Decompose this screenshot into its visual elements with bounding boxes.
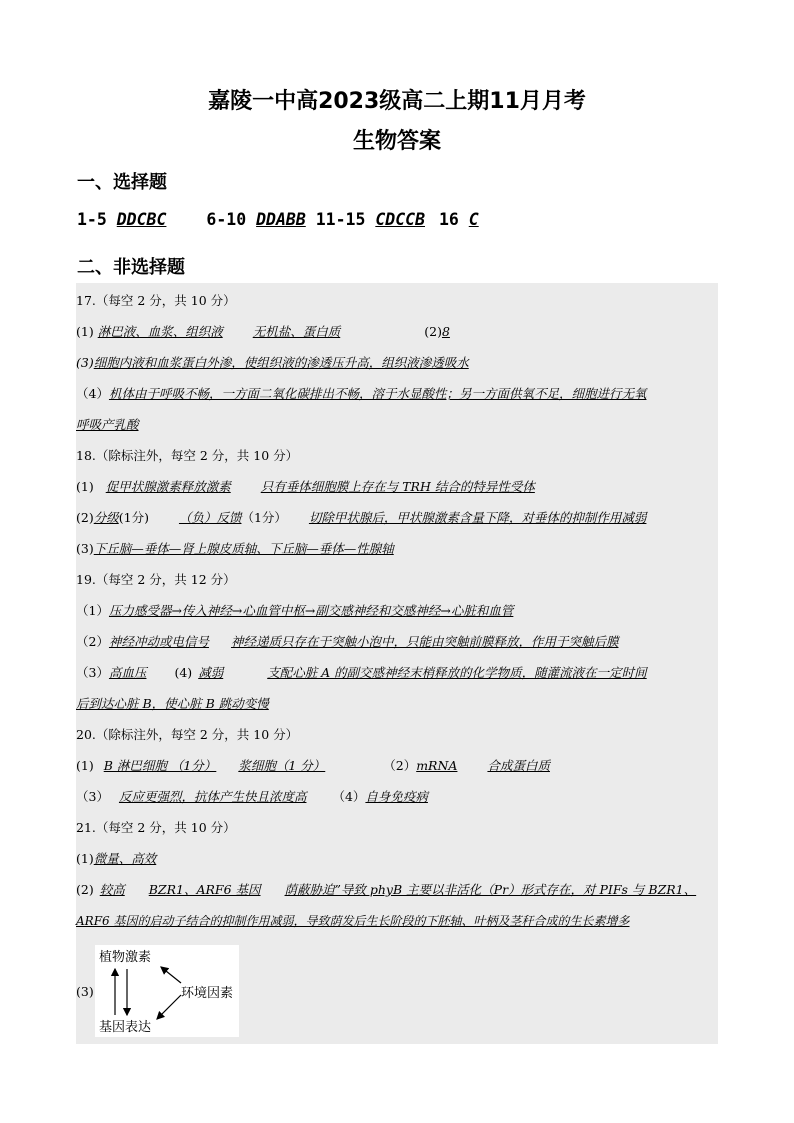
q19-line-1 xyxy=(76,602,513,620)
choice-answer-2: DDABB xyxy=(256,210,306,229)
q20-part-label: （3） xyxy=(76,789,109,804)
q19-answer: 神经冲动或电信号 xyxy=(108,634,209,649)
arrow-environment-to-gene xyxy=(157,995,181,1019)
diagram-node-hormone: 植物激素 xyxy=(99,950,152,965)
q18-line-2 xyxy=(76,509,646,527)
q19-answer: 减弱 xyxy=(198,665,224,680)
q18-part-label: (1) xyxy=(76,479,94,494)
choice-answer-1: DDCBC xyxy=(116,210,167,229)
choice-range-3: 11-15 xyxy=(315,210,366,229)
q20-answer: 自身免疫病 xyxy=(365,789,428,804)
q20-answer: 浆细胞（1 分） xyxy=(238,758,326,773)
q17-answer: 无机盐、蛋白质 xyxy=(252,324,341,339)
q19-part-label: （2） xyxy=(76,634,109,649)
q19-header: 19.（每空 2 分，共 12 分） xyxy=(76,572,236,587)
q17-answer: 细胞内液和血浆蛋白外渗，使组织液的渗透压升高，组织液渗透吸水 xyxy=(93,355,469,370)
q21-part-label: (1) xyxy=(76,851,94,866)
q20-answer: 合成蛋白质 xyxy=(487,758,550,773)
q20-part-label: （2） xyxy=(383,758,417,773)
choice-range-1: 1-5 xyxy=(77,210,107,229)
q20-line-2 xyxy=(76,788,428,806)
q20-answer: mRNA xyxy=(416,758,458,773)
q21-header: 21.（每空 2 分，共 10 分） xyxy=(76,820,236,835)
q19-part-label: (4) xyxy=(174,665,193,680)
q17-part-label: （4） xyxy=(76,386,109,401)
q17-answer: 呼吸产乳酸 xyxy=(76,417,139,432)
q18-answer: 分级 xyxy=(93,510,119,525)
q18-answer: 只有垂体细胞膜上存在与 TRH 结合的特异性受体 xyxy=(260,479,535,494)
section-title-choice: 一、选择题 xyxy=(77,172,167,193)
q20-part-label: （4） xyxy=(332,789,366,804)
q17-line-2 xyxy=(76,354,469,372)
q19-answer: 高血压 xyxy=(108,665,147,680)
q18-part-label: (2) xyxy=(76,510,94,525)
q21-part-label: (3) xyxy=(76,984,94,999)
q18-line-3 xyxy=(76,540,394,558)
section-title-nonchoice: 二、非选择题 xyxy=(77,257,185,278)
q19-line-4 xyxy=(76,695,269,713)
q19-line-3 xyxy=(76,664,647,682)
q20-part-label: (1) xyxy=(76,758,94,773)
q21-answer: BZR1、ARF6 基因 xyxy=(148,882,261,897)
q17-answer: 机体由于呼吸不畅，一方面二氧化碳排出不畅，溶于水显酸性；另一方面供氧不足，细胞进行无氧 xyxy=(108,386,647,401)
q18-note: (1分) xyxy=(118,510,149,525)
q20-header: 20.（除标注外，每空 2 分，共 10 分） xyxy=(76,727,299,742)
q21-answer: ARF6 基因的启动子结合的抑制作用减弱，导致荫发后生长阶段的下胚轴、叶柄及茎秆合成的生长素增多 xyxy=(76,914,630,928)
diagram-node-gene: 基因表达 xyxy=(99,1020,152,1035)
q17-part-label: (1) xyxy=(76,324,94,339)
q21-line-2 xyxy=(76,881,696,899)
q18-line-1 xyxy=(76,478,535,496)
q21-line-1 xyxy=(76,850,156,868)
q20-line-1 xyxy=(76,757,550,775)
q17-answer: 淋巴液、血浆、组织液 xyxy=(97,324,223,339)
q19-answer: 支配心脏 A 的副交感神经末梢释放的化学物质，随灌流液在一定时间 xyxy=(267,665,647,680)
diagram-node-environment: 环境因素 xyxy=(181,986,234,1001)
q21-answer: 微量、高效 xyxy=(93,851,157,866)
page-title: 嘉陵一中高2023级高二上期11月月考 xyxy=(208,89,586,114)
q19-answer: 神经递质只存在于突触小泡中，只能由突触前膜释放，作用于突触后膜 xyxy=(230,634,619,649)
q18-part-label: (3) xyxy=(76,541,94,556)
q17-line-1 xyxy=(76,323,450,341)
arrow-environment-to-hormone xyxy=(161,967,181,983)
q18-note: （1分） xyxy=(241,510,287,525)
q17-part-label: (3) xyxy=(76,355,94,370)
q21-line-3 xyxy=(76,912,629,930)
q21-part-label: (2) xyxy=(76,882,94,897)
diagram-svg xyxy=(95,945,239,1037)
q18-answer: 下丘脑—垂体—肾上腺皮质轴、下丘脑—垂体—性腺轴 xyxy=(93,541,394,556)
q19-answer: 后到达心脏 B，使心脏 B 跳动变慢 xyxy=(76,696,269,711)
q17-answer: 8 xyxy=(441,324,450,339)
q19-part-label: （1） xyxy=(76,603,109,618)
q17-part-label: (2) xyxy=(424,324,442,339)
q18-header: 18.（除标注外，每空 2 分，共 10 分） xyxy=(76,448,299,463)
choice-answer-4: C xyxy=(468,210,479,229)
q19-line-2 xyxy=(76,633,618,651)
q17-line-4 xyxy=(76,416,139,434)
hormone-gene-environment-diagram xyxy=(95,945,239,1037)
choice-range-2: 6-10 xyxy=(206,210,247,229)
q21-answer: 荫蔽胁迫”导致 phyB 主要以非活化（Pr）形式存在，对 PIFs 与 BZR1、 xyxy=(284,882,697,897)
q21-answer: 较高 xyxy=(99,882,125,897)
choice-answer-3: CDCCB xyxy=(375,210,425,229)
q20-answer: 反应更强烈，抗体产生快且浓度高 xyxy=(118,789,307,804)
page-subtitle: 生物答案 xyxy=(352,129,441,154)
choice-answers xyxy=(77,210,479,229)
q17-header: 17.（每空 2 分，共 10 分） xyxy=(76,293,236,308)
q20-answer: B 淋巴细胞 （1分） xyxy=(103,758,217,773)
q19-answer: 压力感受器→传入神经→心血管中枢→副交感神经和交感神经→心脏和血管 xyxy=(108,603,514,618)
choice-range-4: 16 xyxy=(438,210,459,229)
q18-answer: （负）反馈 xyxy=(178,510,242,525)
q17-line-3 xyxy=(76,385,646,403)
q18-answer: 促甲状腺激素释放激素 xyxy=(105,479,231,494)
q19-part-label: （3） xyxy=(76,665,109,680)
q18-answer: 切除甲状腺后，甲状腺激素含量下降，对垂体的抑制作用减弱 xyxy=(308,510,647,525)
